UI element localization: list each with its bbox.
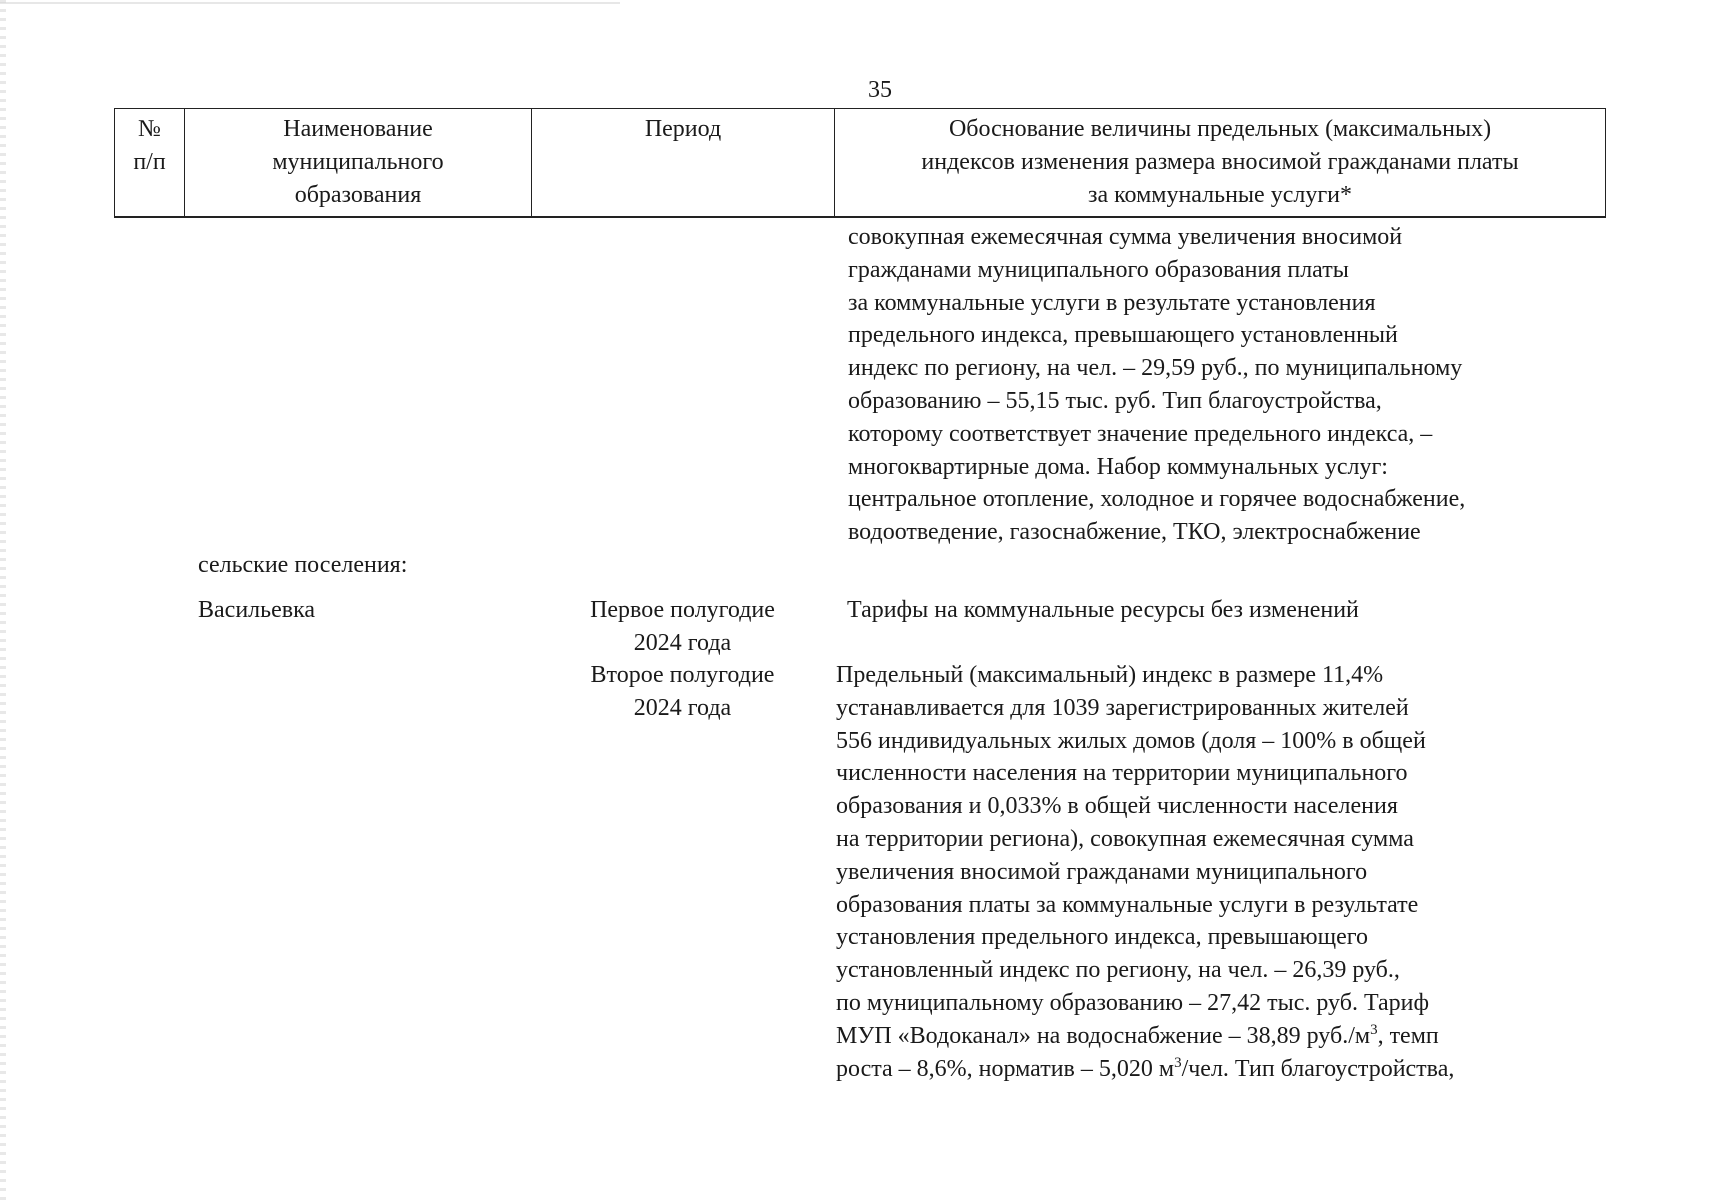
text-line: образования платы за коммунальные услуги в результате <box>836 891 1419 918</box>
text-line: совокупная ежемесячная сумма увеличения вносимой <box>848 224 1403 250</box>
text-line: образованию – 55,15 тыс. руб. Тип благоустройства, <box>848 387 1382 414</box>
period-second-half <box>560 659 805 725</box>
text-line: гражданами муниципального образования платы <box>848 256 1349 283</box>
header-col-number <box>115 109 185 218</box>
header-col-municipality-line: муниципального <box>272 149 444 175</box>
continuation-paragraph <box>848 221 1592 549</box>
scan-edge-artifact <box>0 0 6 1200</box>
period-line: Первое полугодие <box>590 597 775 623</box>
text-line: 556 индивидуальных жилых домов (доля – 100% в общей <box>836 727 1426 754</box>
header-col-municipality <box>185 109 532 218</box>
basis-second-half <box>836 659 1603 1085</box>
text-line: предельного индекса, превышающего установленный <box>848 322 1398 349</box>
text-line: многоквартирные дома. Набор коммунальных услуг: <box>848 453 1388 480</box>
header-col-municipality-line: образования <box>294 182 422 208</box>
basis-first-half: Тарифы на коммунальные ресурсы без изменений <box>847 597 1359 623</box>
text-line <box>836 1020 1603 1053</box>
text-line: водоотведение, газоснабжение, ТКО, электроснабжение <box>848 519 1421 546</box>
page-number: 35 <box>868 77 892 103</box>
section-label: сельские поселения: <box>198 552 408 578</box>
header-col-number-line: № <box>138 116 161 142</box>
header-col-number-line: п/п <box>133 149 166 175</box>
text-line: численности населения на территории муниципального <box>836 760 1408 787</box>
header-col-period <box>532 109 835 218</box>
text-line: центральное отопление, холодное и горячее водоснабжение, <box>848 486 1466 513</box>
header-col-municipality-line: Наименование <box>283 116 433 142</box>
text-run: /чел. Тип благоустройства, <box>1181 1055 1455 1082</box>
superscript: 3 <box>1370 1021 1378 1038</box>
header-col-basis <box>835 109 1606 218</box>
text-run: , темп <box>1377 1022 1439 1049</box>
period-line: 2024 года <box>633 694 732 721</box>
text-line: за коммунальные услуги в результате установления <box>848 289 1376 316</box>
header-col-basis-line: за коммунальные услуги* <box>1087 182 1353 208</box>
text-line: на территории региона), совокупная ежемесячная сумма <box>836 825 1414 852</box>
header-col-basis-line: Обоснование величины предельных (максимальных) <box>948 116 1492 142</box>
text-line: установления предельного индекса, превышающего <box>836 924 1368 951</box>
period-line: 2024 года <box>633 629 732 656</box>
text-line: образования и 0,033% в общей численности населения <box>836 793 1398 820</box>
header-col-basis-line: индексов изменения размера вносимой гражданами платы <box>921 149 1519 175</box>
superscript: 3 <box>1174 1054 1182 1071</box>
text-line: увеличения вносимой гражданами муниципального <box>836 858 1368 885</box>
text-run: МУП «Водоканал» на водоснабжение – 38,89 руб./м <box>836 1022 1371 1049</box>
municipality-name: Васильевка <box>198 597 316 623</box>
text-line: индекс по региону, на чел. – 29,59 руб., по муниципальному <box>848 355 1463 382</box>
text-line: устанавливается для 1039 зарегистрированных жителей <box>836 694 1409 721</box>
period-first-half <box>560 594 805 660</box>
text-line: которому соответствует значение предельного индекса, – <box>848 420 1433 447</box>
text-line: по муниципальному образованию – 27,42 тыс. руб. Тариф <box>836 989 1430 1016</box>
period-line: Второе полугодие <box>590 662 775 688</box>
text-line: Предельный (максимальный) индекс в размере 11,4% <box>836 662 1384 688</box>
header-col-period-line: Период <box>644 116 722 142</box>
text-line: установленный индекс по региону, на чел. – 26,39 руб., <box>836 957 1400 984</box>
text-line <box>836 1053 1603 1086</box>
table-header <box>114 108 1606 218</box>
scan-top-artifact <box>0 2 620 4</box>
text-run: роста – 8,6%, норматив – 5,020 м <box>836 1055 1175 1082</box>
